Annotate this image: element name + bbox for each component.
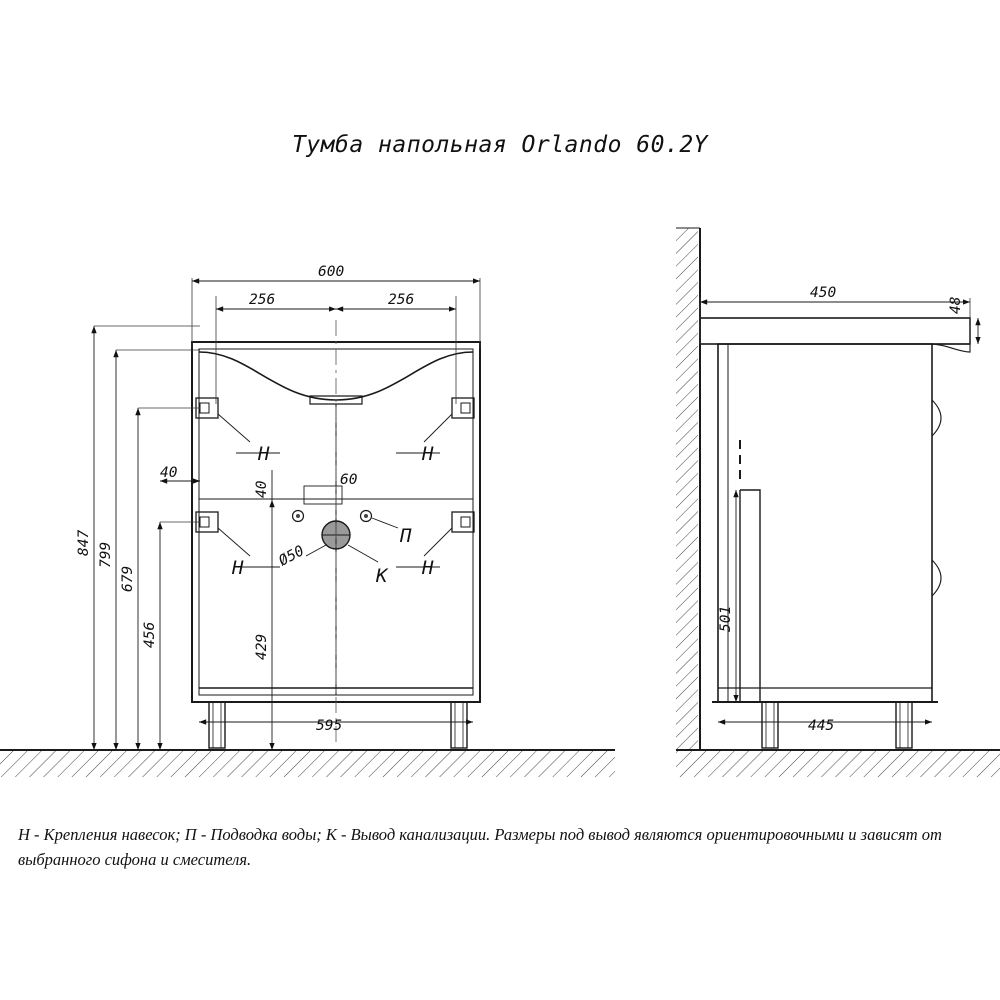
- mark-sewer-outlet: К: [376, 565, 388, 587]
- dim-height-679: 679: [120, 565, 136, 592]
- dim-height-456: 456: [142, 621, 158, 648]
- legend-note: Н - Крепления навесок; П - Подводка воды; К - Вывод канализации. Размеры под вывод являются ориентировочными и зависят от выбранного сифона и смесителя.: [18, 825, 942, 869]
- front-view-dimensions: [76, 264, 480, 750]
- dim-offset-40-inner: 40: [254, 480, 270, 498]
- side-view-dimensions: [700, 285, 978, 734]
- front-view-group: [192, 320, 480, 748]
- dim-half-right: 256: [388, 292, 415, 308]
- mark-water-supply: П: [400, 525, 412, 547]
- dim-offset-40-left: 40: [160, 465, 178, 481]
- dim-height-429: 429: [254, 633, 270, 660]
- mark-h-bottom-right: Н: [422, 557, 434, 579]
- dim-depth-450: 450: [810, 285, 837, 301]
- ground-line-left: [0, 750, 615, 777]
- mark-h-bottom-left: Н: [232, 557, 244, 579]
- dim-height-501: 501: [718, 605, 734, 632]
- mark-h-top-left: Н: [258, 443, 270, 465]
- dim-base-width: 595: [316, 718, 343, 734]
- hinge-bottom-right: [452, 512, 474, 532]
- mark-h-top-right: Н: [422, 443, 434, 465]
- dim-height-799: 799: [98, 541, 114, 568]
- dim-total-width: 600: [318, 264, 345, 280]
- dim-offset-60: 60: [340, 472, 358, 488]
- dim-counter-thickness: 48: [948, 296, 964, 314]
- dim-drain-diameter: Ø50: [276, 543, 308, 570]
- dim-half-left: 256: [249, 292, 276, 308]
- front-view-marks: [231, 443, 434, 587]
- hinge-top-right: [452, 398, 474, 418]
- dim-base-depth-445: 445: [808, 718, 835, 734]
- dim-height-847: 847: [76, 529, 92, 556]
- page-title: Тумба напольная Orlando 60.2Y: [291, 132, 709, 158]
